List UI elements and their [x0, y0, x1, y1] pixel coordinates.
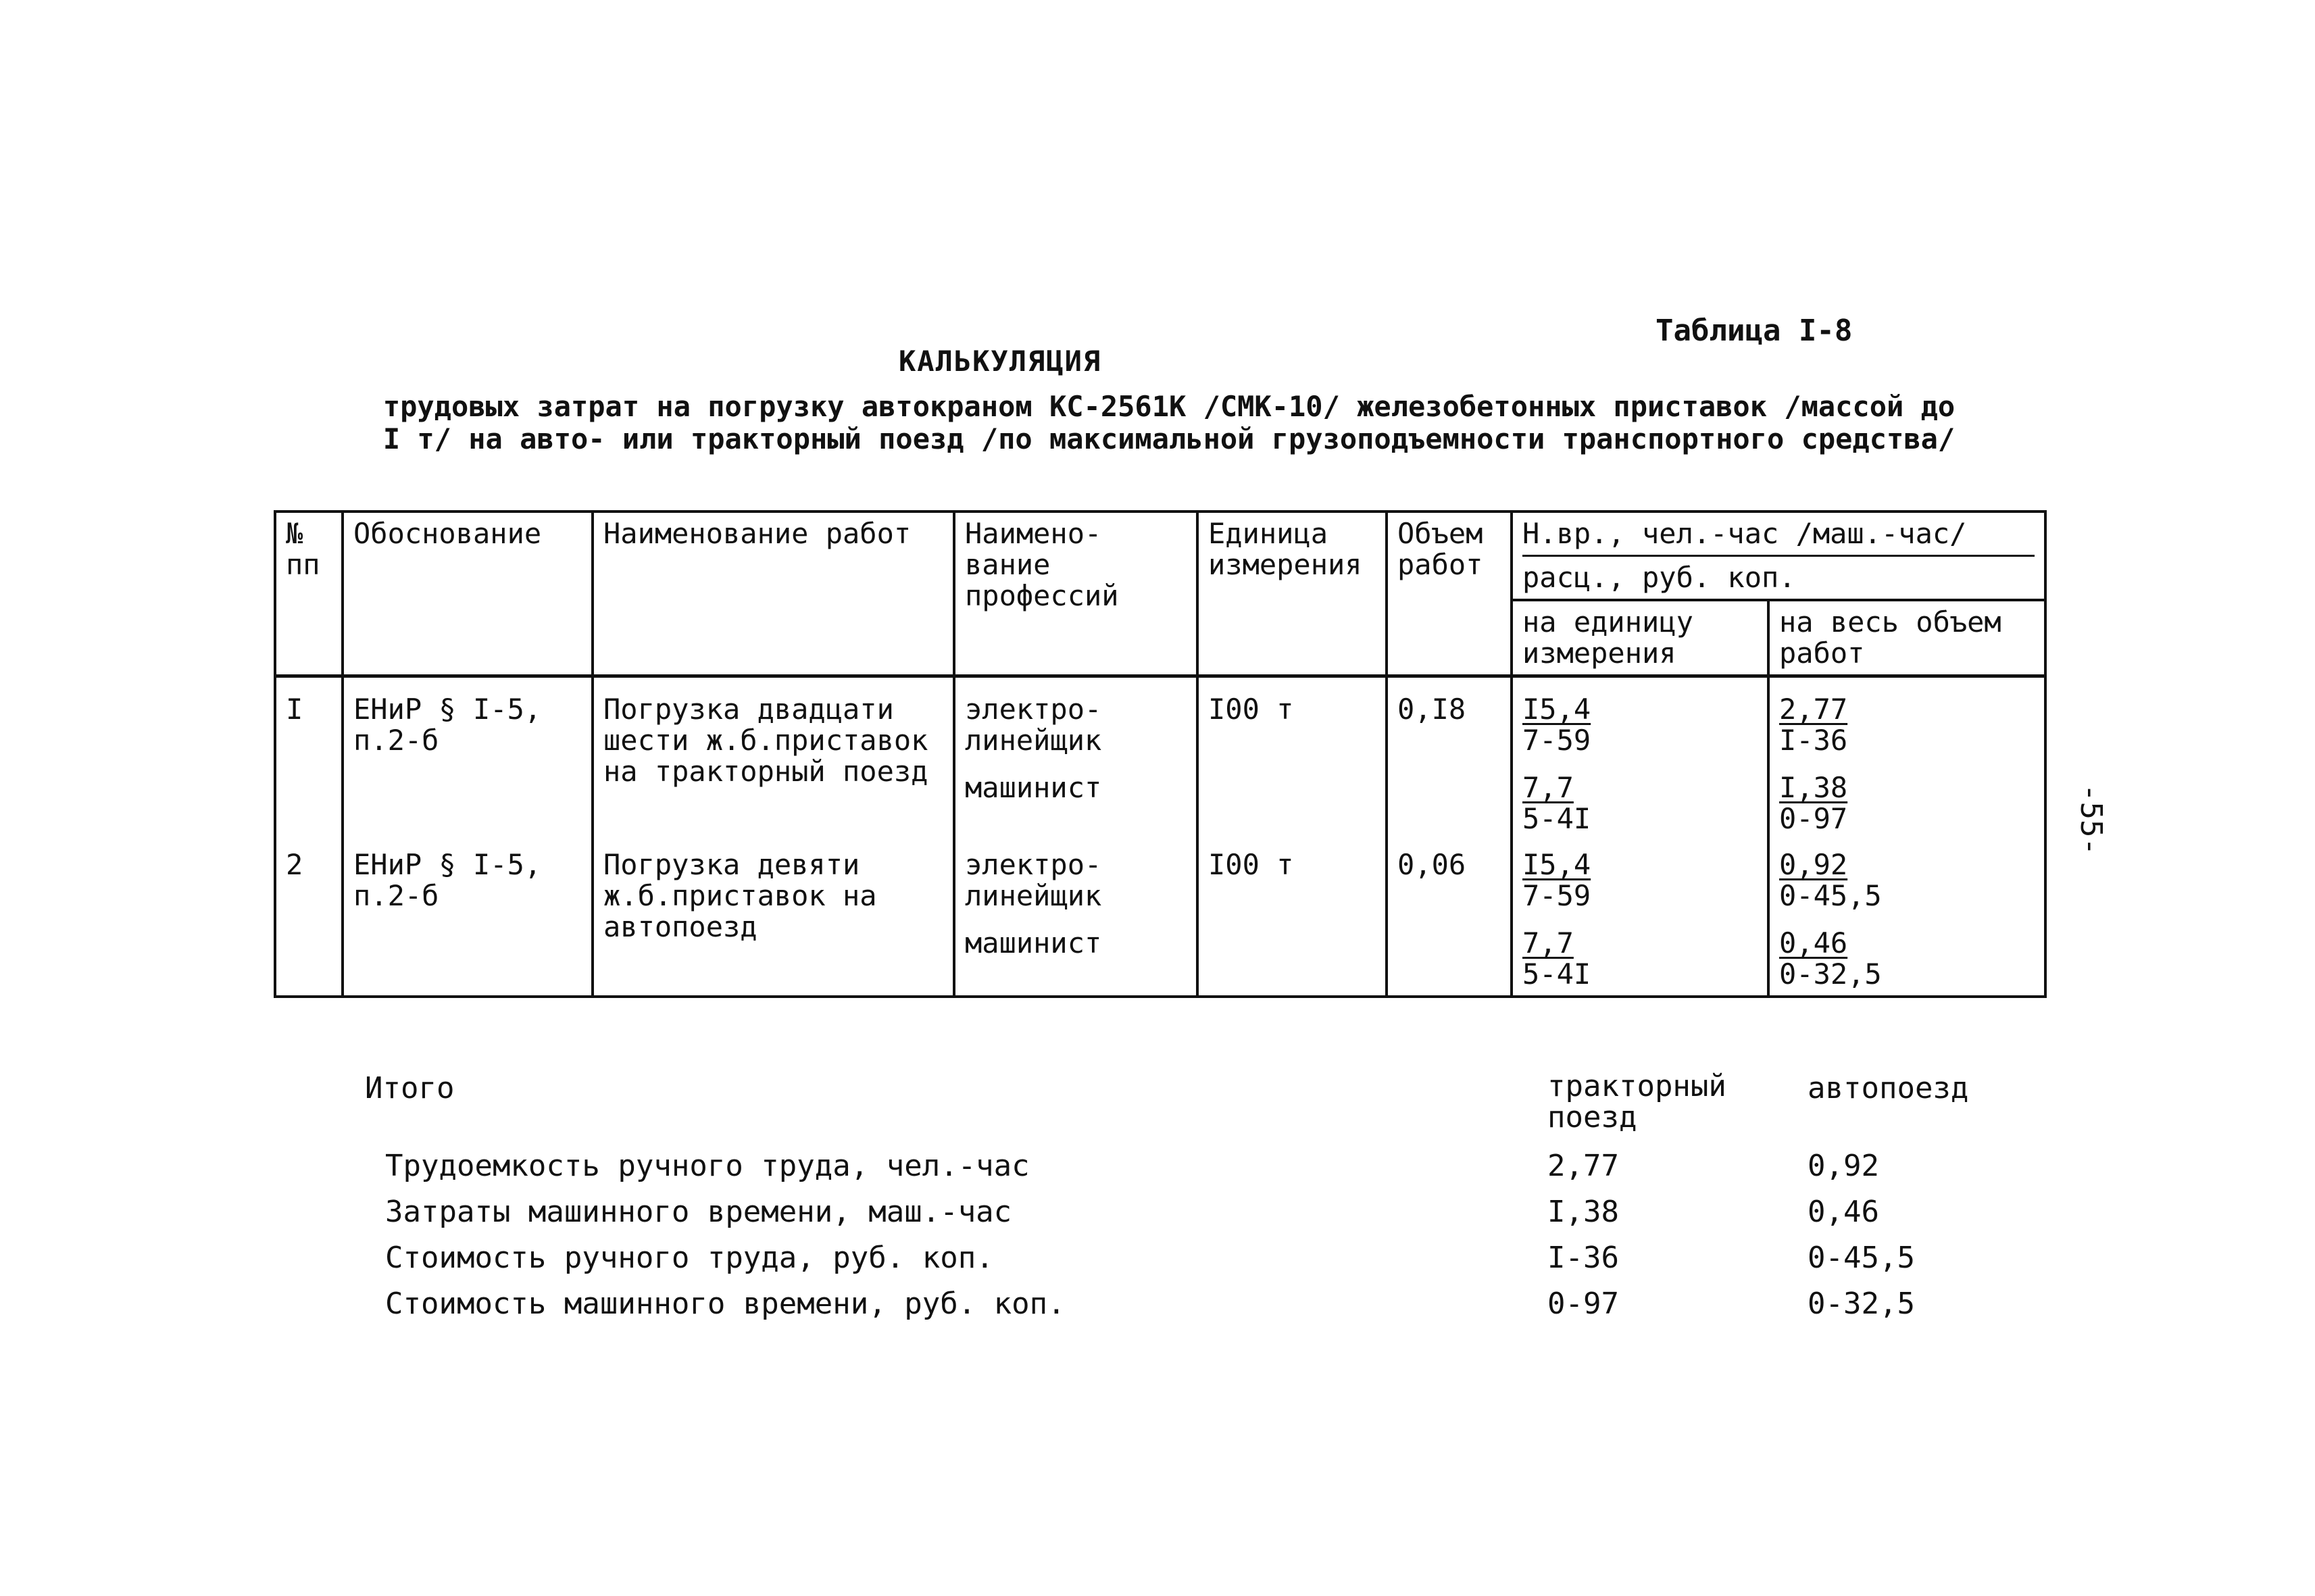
calculation-table: [274, 510, 2047, 998]
row-basis: ЕНиР § I-5, п.2-б: [343, 840, 593, 997]
price-value: 7-59: [1522, 724, 1591, 757]
profession-2: машинист: [965, 771, 1102, 804]
price-value: 5-4I: [1522, 802, 1591, 835]
document-title: КАЛЬКУЛЯЦИЯ: [899, 345, 1102, 378]
row-total: [1768, 676, 2045, 841]
page-number: -55-: [2074, 784, 2108, 855]
totals-col1-header: тракторный поезд: [1547, 1069, 1726, 1134]
totals-item-v1: I,38: [1547, 1195, 1619, 1229]
row-per-unit: [1512, 676, 1768, 841]
totals-label: Итого: [365, 1071, 455, 1105]
norm-value: 0,46: [1779, 926, 1848, 959]
header-norm: [1512, 512, 2045, 600]
norm-value: I5,4: [1522, 693, 1591, 726]
header-total: на весь объем работ: [1768, 600, 2045, 676]
row-per-unit: [1512, 840, 1768, 997]
row-volume: 0,06: [1387, 840, 1512, 997]
price-value: 0-32,5: [1779, 957, 1882, 991]
header-num: № пп: [275, 512, 343, 676]
price-value: 0-45,5: [1779, 879, 1882, 912]
header-norm-top: Н.вр., чел.-час /маш.-час/: [1522, 518, 2035, 557]
totals-item-v2: 0,46: [1808, 1195, 1879, 1229]
row-unit: I00 т: [1197, 840, 1387, 997]
table-header-row: [275, 512, 2045, 600]
row-total: [1768, 840, 2045, 997]
totals-item-label: Стоимость машинного времени, руб. коп.: [385, 1287, 1066, 1321]
row-profession: [954, 676, 1197, 841]
row-num: I: [275, 676, 343, 841]
totals-item-v1: 2,77: [1547, 1149, 1619, 1183]
row-profession: [954, 840, 1197, 997]
row-num: 2: [275, 840, 343, 997]
profession-1: электро- линейщик: [965, 693, 1102, 757]
header-profession: Наимено- вание профессий: [954, 512, 1197, 676]
totals-item-label: Затраты машинного времени, маш.-час: [385, 1195, 1012, 1229]
row-unit: I00 т: [1197, 676, 1387, 841]
header-work: Наименование работ: [593, 512, 954, 676]
norm-value: 7,7: [1522, 926, 1574, 959]
row-work: Погрузка двадцати шести ж.б.приставок на тракторный поезд: [593, 676, 954, 841]
price-value: 5-4I: [1522, 957, 1591, 991]
profession-1: электро- линейщик: [965, 848, 1102, 912]
table-row: [275, 840, 2045, 997]
totals-item-label: Стоимость ручного труда, руб. коп.: [385, 1241, 994, 1275]
totals-item-v2: 0-45,5: [1808, 1241, 1915, 1275]
norm-value: 7,7: [1522, 771, 1574, 804]
norm-value: 2,77: [1779, 693, 1848, 726]
norm-value: 0,92: [1779, 848, 1848, 881]
header-norm-bottom: расц., руб. коп.: [1522, 561, 1796, 594]
profession-2: машинист: [965, 926, 1102, 959]
totals-item-v1: 0-97: [1547, 1287, 1619, 1321]
document-subtitle: трудовых затрат на погрузку автокраном КС-2561К /СМК-10/ железобетонных приставок /массой до I т/ на авто- или тракторный поезд /по максимальной грузоподъемности транспортного средства/: [382, 390, 1956, 455]
header-unit: Единица измерения: [1197, 512, 1387, 676]
totals-item-v2: 0,92: [1808, 1149, 1879, 1183]
row-work: Погрузка девяти ж.б.приставок на автопоезд: [593, 840, 954, 997]
table-row: [275, 676, 2045, 841]
price-value: 7-59: [1522, 879, 1591, 912]
row-volume: 0,I8: [1387, 676, 1512, 841]
header-basis: Обоснование: [343, 512, 593, 676]
price-value: 0-97: [1779, 802, 1848, 835]
norm-value: I5,4: [1522, 848, 1591, 881]
price-value: I-36: [1779, 724, 1848, 757]
totals-item-v1: I-36: [1547, 1241, 1619, 1275]
totals-col2-header: автопоезд: [1808, 1071, 1969, 1105]
row-basis: ЕНиР § I-5, п.2-б: [343, 676, 593, 841]
header-per-unit: на единицу измерения: [1512, 600, 1768, 676]
header-volume: Объем работ: [1387, 512, 1512, 676]
table-label: Таблица I-8: [1656, 314, 1853, 348]
totals-item-v2: 0-32,5: [1808, 1287, 1915, 1321]
norm-value: I,38: [1779, 771, 1848, 804]
totals-item-label: Трудоемкость ручного труда, чел.-час: [385, 1149, 1030, 1183]
